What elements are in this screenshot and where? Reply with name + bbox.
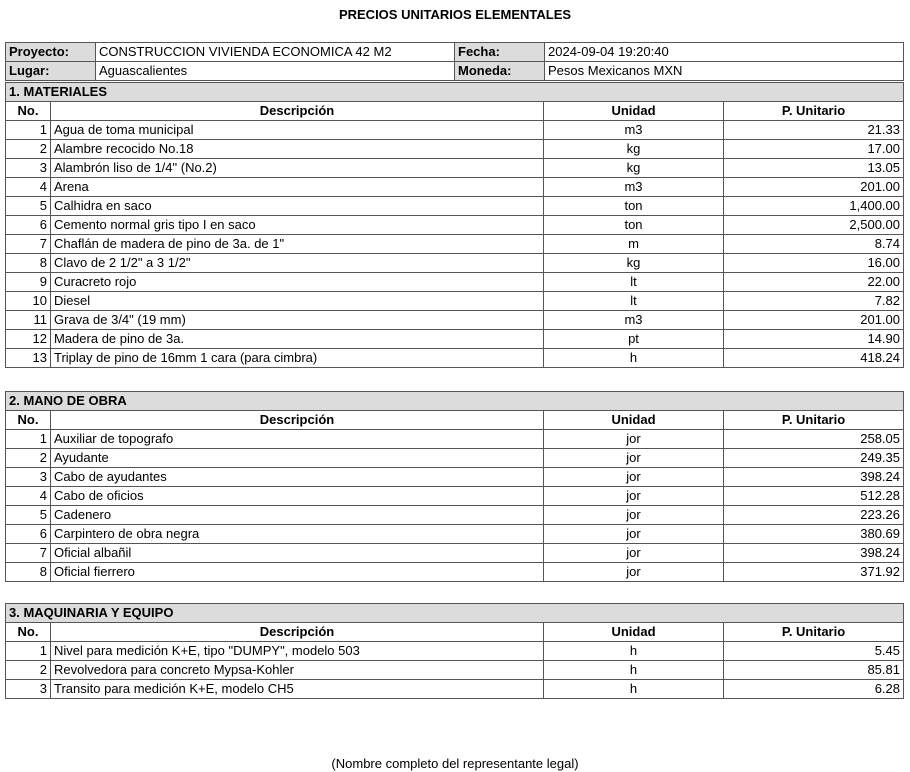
cell-description: Grava de 3/4" (19 mm) — [51, 311, 544, 330]
table-row — [6, 159, 904, 178]
cell-unit: jor — [544, 430, 724, 449]
cell-no: 12 — [6, 330, 51, 349]
cell-unit: m — [544, 235, 724, 254]
cell-price: 398.24 — [724, 544, 904, 563]
col-header-no: No. — [6, 411, 51, 430]
table-row — [6, 273, 904, 292]
cell-no: 8 — [6, 254, 51, 273]
cell-no: 6 — [6, 216, 51, 235]
table-row — [6, 330, 904, 349]
section-header-row — [6, 604, 904, 623]
cell-price: 201.00 — [724, 178, 904, 197]
cell-description: Arena — [51, 178, 544, 197]
table-row — [6, 525, 904, 544]
cell-no: 6 — [6, 525, 51, 544]
table-row — [6, 216, 904, 235]
cell-price: 201.00 — [724, 311, 904, 330]
table-row — [6, 121, 904, 140]
cell-unit: ton — [544, 216, 724, 235]
cell-description: Oficial albañil — [51, 544, 544, 563]
proyecto-label: Proyecto: — [6, 43, 96, 62]
cell-price: 380.69 — [724, 525, 904, 544]
cell-price: 17.00 — [724, 140, 904, 159]
cell-no: 2 — [6, 449, 51, 468]
proyecto-value: CONSTRUCCION VIVIENDA ECONOMICA 42 M2 — [96, 43, 455, 62]
section-title: 2. MANO DE OBRA — [6, 392, 904, 411]
cell-unit: jor — [544, 525, 724, 544]
cell-description: Cadenero — [51, 506, 544, 525]
section-materiales-table — [5, 82, 904, 368]
cell-description: Revolvedora para concreto Mypsa-Kohler — [51, 661, 544, 680]
table-row — [6, 349, 904, 368]
table-row — [6, 178, 904, 197]
table-row — [6, 506, 904, 525]
table-row — [6, 642, 904, 661]
cell-unit: kg — [544, 159, 724, 178]
cell-no: 5 — [6, 197, 51, 216]
table-row — [6, 311, 904, 330]
cell-no: 10 — [6, 292, 51, 311]
cell-no: 4 — [6, 178, 51, 197]
cell-no: 1 — [6, 121, 51, 140]
col-header-unit: Unidad — [544, 411, 724, 430]
column-header-row — [6, 623, 904, 642]
cell-unit: m3 — [544, 311, 724, 330]
lugar-label: Lugar: — [6, 62, 96, 81]
section-title: 1. MATERIALES — [6, 83, 904, 102]
col-header-unit: Unidad — [544, 102, 724, 121]
col-header-description: Descripción — [51, 102, 544, 121]
cell-unit: lt — [544, 273, 724, 292]
cell-unit: h — [544, 680, 724, 699]
cell-description: Chaflán de madera de pino de 3a. de 1" — [51, 235, 544, 254]
signature-line: (Nombre completo del representante legal) — [331, 756, 579, 771]
cell-price: 398.24 — [724, 468, 904, 487]
cell-unit: h — [544, 349, 724, 368]
header-info-table — [5, 42, 904, 81]
cell-no: 11 — [6, 311, 51, 330]
col-header-no: No. — [6, 623, 51, 642]
table-row — [6, 449, 904, 468]
table-row — [6, 292, 904, 311]
cell-no: 2 — [6, 661, 51, 680]
col-header-price: P. Unitario — [724, 411, 904, 430]
section-mano-de-obra-table — [5, 391, 904, 582]
cell-no: 3 — [6, 468, 51, 487]
table-row — [6, 661, 904, 680]
table-row — [6, 430, 904, 449]
cell-unit: jor — [544, 544, 724, 563]
cell-no: 7 — [6, 235, 51, 254]
cell-description: Madera de pino de 3a. — [51, 330, 544, 349]
cell-no: 3 — [6, 680, 51, 699]
cell-no: 1 — [6, 642, 51, 661]
table-row — [6, 140, 904, 159]
cell-description: Diesel — [51, 292, 544, 311]
cell-description: Auxiliar de topografo — [51, 430, 544, 449]
cell-no: 5 — [6, 506, 51, 525]
cell-price: 85.81 — [724, 661, 904, 680]
cell-description: Curacreto rojo — [51, 273, 544, 292]
cell-description: Alambre recocido No.18 — [51, 140, 544, 159]
col-header-no: No. — [6, 102, 51, 121]
column-header-row — [6, 102, 904, 121]
cell-description: Nivel para medición K+E, tipo "DUMPY", modelo 503 — [51, 642, 544, 661]
cell-price: 6.28 — [724, 680, 904, 699]
header-row-proyecto — [6, 43, 904, 62]
cell-unit: h — [544, 642, 724, 661]
cell-description: Triplay de pino de 16mm 1 cara (para cimbra) — [51, 349, 544, 368]
cell-unit: m3 — [544, 178, 724, 197]
cell-unit: m3 — [544, 121, 724, 140]
moneda-value: Pesos Mexicanos MXN — [545, 62, 904, 81]
cell-unit: jor — [544, 468, 724, 487]
section-header-row — [6, 392, 904, 411]
cell-unit: pt — [544, 330, 724, 349]
cell-unit: ton — [544, 197, 724, 216]
cell-no: 7 — [6, 544, 51, 563]
cell-unit: jor — [544, 563, 724, 582]
section-title: 3. MAQUINARIA Y EQUIPO — [6, 604, 904, 623]
cell-price: 14.90 — [724, 330, 904, 349]
table-row — [6, 197, 904, 216]
cell-no: 13 — [6, 349, 51, 368]
cell-price: 5.45 — [724, 642, 904, 661]
header-row-lugar — [6, 62, 904, 81]
fecha-label: Fecha: — [455, 43, 545, 62]
cell-description: Calhidra en saco — [51, 197, 544, 216]
cell-description: Cemento normal gris tipo I en saco — [51, 216, 544, 235]
page-title: PRECIOS UNITARIOS ELEMENTALES — [338, 7, 572, 22]
cell-description: Cabo de ayudantes — [51, 468, 544, 487]
cell-no: 8 — [6, 563, 51, 582]
section-maquinaria-table — [5, 603, 904, 699]
cell-price: 2,500.00 — [724, 216, 904, 235]
cell-no: 9 — [6, 273, 51, 292]
fecha-value: 2024-09-04 19:20:40 — [545, 43, 904, 62]
table-row — [6, 468, 904, 487]
cell-description: Agua de toma municipal — [51, 121, 544, 140]
cell-description: Clavo de 2 1/2" a 3 1/2" — [51, 254, 544, 273]
cell-no: 2 — [6, 140, 51, 159]
col-header-price: P. Unitario — [724, 102, 904, 121]
table-row — [6, 544, 904, 563]
column-header-row — [6, 411, 904, 430]
cell-unit: kg — [544, 254, 724, 273]
cell-price: 258.05 — [724, 430, 904, 449]
cell-unit: jor — [544, 449, 724, 468]
table-row — [6, 487, 904, 506]
cell-price: 21.33 — [724, 121, 904, 140]
col-header-price: P. Unitario — [724, 623, 904, 642]
cell-description: Ayudante — [51, 449, 544, 468]
table-row — [6, 235, 904, 254]
cell-unit: jor — [544, 487, 724, 506]
cell-description: Cabo de oficios — [51, 487, 544, 506]
cell-unit: h — [544, 661, 724, 680]
col-header-description: Descripción — [51, 623, 544, 642]
cell-unit: jor — [544, 506, 724, 525]
table-row — [6, 680, 904, 699]
cell-no: 4 — [6, 487, 51, 506]
cell-price: 22.00 — [724, 273, 904, 292]
cell-description: Oficial fierrero — [51, 563, 544, 582]
cell-price: 249.35 — [724, 449, 904, 468]
cell-unit: kg — [544, 140, 724, 159]
table-row — [6, 563, 904, 582]
cell-price: 418.24 — [724, 349, 904, 368]
cell-price: 512.28 — [724, 487, 904, 506]
cell-no: 1 — [6, 430, 51, 449]
cell-price: 13.05 — [724, 159, 904, 178]
lugar-value: Aguascalientes — [96, 62, 455, 81]
cell-price: 371.92 — [724, 563, 904, 582]
col-header-unit: Unidad — [544, 623, 724, 642]
cell-price: 223.26 — [724, 506, 904, 525]
cell-description: Transito para medición K+E, modelo CH5 — [51, 680, 544, 699]
cell-description: Alambrón liso de 1/4" (No.2) — [51, 159, 544, 178]
cell-price: 8.74 — [724, 235, 904, 254]
cell-price: 1,400.00 — [724, 197, 904, 216]
table-row — [6, 254, 904, 273]
cell-price: 7.82 — [724, 292, 904, 311]
col-header-description: Descripción — [51, 411, 544, 430]
cell-description: Carpintero de obra negra — [51, 525, 544, 544]
cell-no: 3 — [6, 159, 51, 178]
cell-price: 16.00 — [724, 254, 904, 273]
moneda-label: Moneda: — [455, 62, 545, 81]
cell-unit: lt — [544, 292, 724, 311]
section-header-row — [6, 83, 904, 102]
